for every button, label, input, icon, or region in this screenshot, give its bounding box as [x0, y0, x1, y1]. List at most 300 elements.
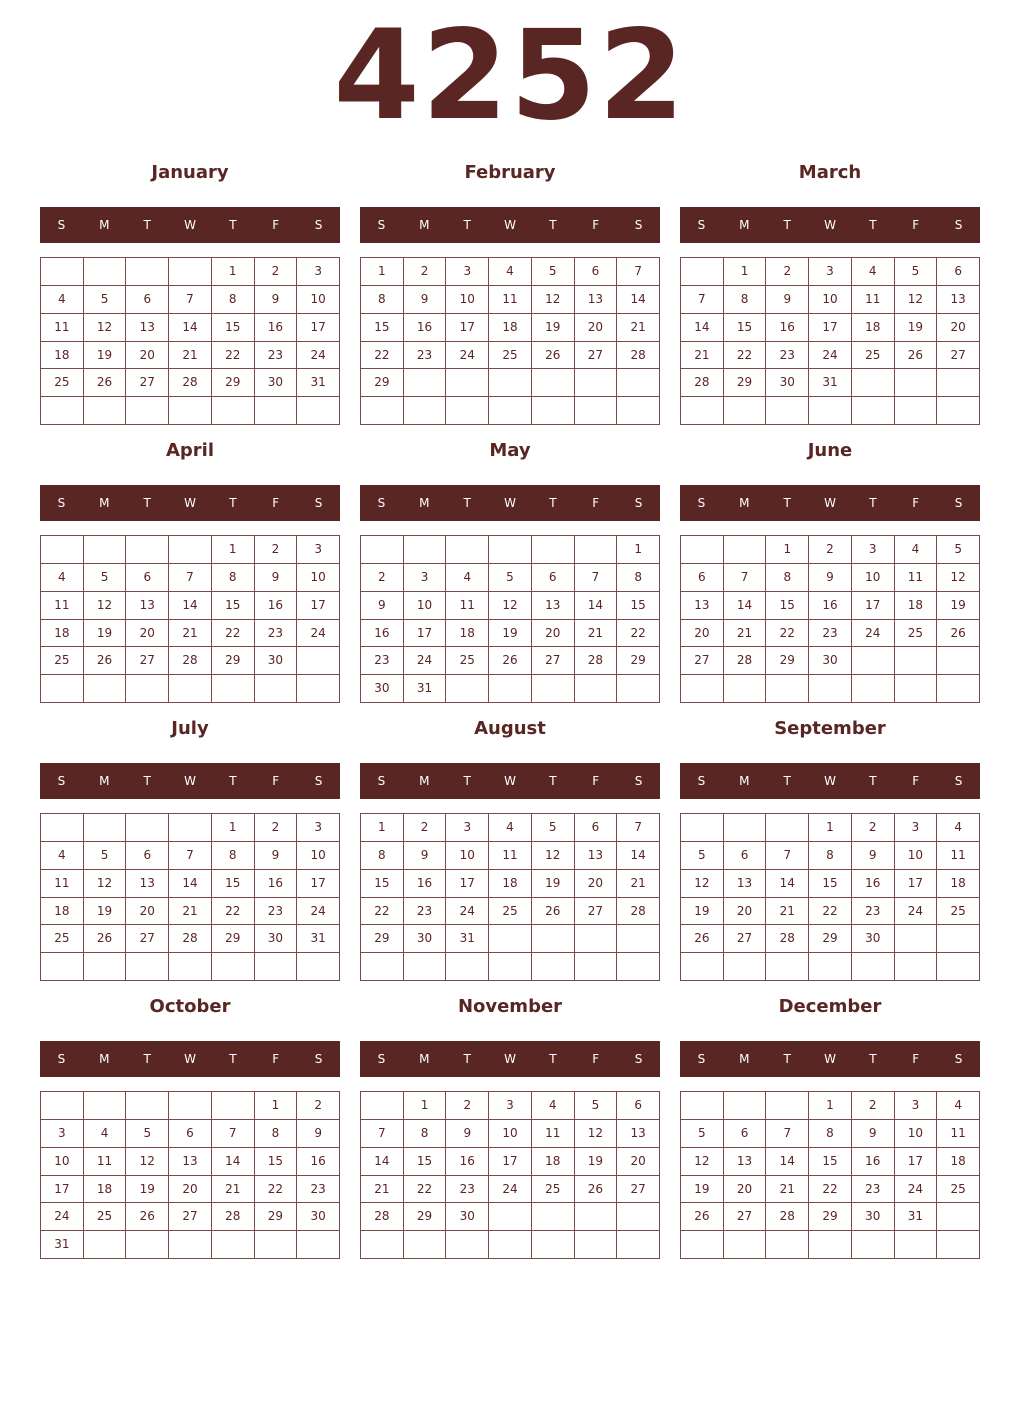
day-cell: 14 — [617, 842, 660, 870]
day-cell: 3 — [895, 814, 938, 842]
day-cell: 11 — [852, 286, 895, 314]
month-july — [40, 712, 340, 982]
day-cell: 4 — [895, 536, 938, 564]
empty-day-cell — [169, 1231, 212, 1259]
day-grid — [680, 813, 980, 981]
day-cell: 11 — [41, 870, 84, 898]
day-cell: 25 — [41, 369, 84, 397]
empty-day-cell — [297, 953, 340, 981]
day-grid — [360, 535, 660, 703]
day-cell: 24 — [852, 620, 895, 648]
day-cell: 28 — [169, 369, 212, 397]
day-cell: 1 — [724, 258, 767, 286]
day-cell: 19 — [84, 898, 127, 926]
empty-day-cell — [169, 258, 212, 286]
day-cell: 23 — [852, 1176, 895, 1204]
empty-day-cell — [532, 536, 575, 564]
day-cell: 19 — [895, 314, 938, 342]
year-title: 4252 — [333, 4, 687, 148]
day-cell: 17 — [895, 1148, 938, 1176]
empty-day-cell — [404, 536, 447, 564]
empty-day-cell — [489, 675, 532, 703]
day-cell: 19 — [575, 1148, 618, 1176]
empty-day-cell — [724, 675, 767, 703]
empty-day-cell — [404, 1231, 447, 1259]
day-cell: 7 — [169, 842, 212, 870]
day-cell: 3 — [489, 1092, 532, 1120]
day-cell: 26 — [84, 925, 127, 953]
day-cell: 22 — [809, 1176, 852, 1204]
weekday-label: S — [377, 218, 386, 232]
day-cell: 15 — [809, 1148, 852, 1176]
day-cell: 14 — [681, 314, 724, 342]
empty-day-cell — [852, 953, 895, 981]
month-name: October — [149, 996, 231, 1017]
weekday-label: T — [463, 218, 471, 232]
day-cell: 20 — [575, 870, 618, 898]
weekday-label: F — [272, 774, 280, 788]
weekday-label: T — [463, 774, 471, 788]
day-grid — [680, 1091, 980, 1259]
day-cell: 16 — [809, 592, 852, 620]
day-cell: 14 — [766, 1148, 809, 1176]
day-cell: 14 — [617, 286, 660, 314]
day-cell: 19 — [681, 1176, 724, 1204]
day-cell: 17 — [489, 1148, 532, 1176]
day-grid — [40, 257, 340, 425]
day-cell: 10 — [895, 842, 938, 870]
day-cell: 26 — [126, 1203, 169, 1231]
empty-day-cell — [126, 1231, 169, 1259]
day-cell: 15 — [212, 314, 255, 342]
day-cell: 27 — [126, 369, 169, 397]
day-cell: 13 — [681, 592, 724, 620]
day-cell: 20 — [617, 1148, 660, 1176]
day-cell: 25 — [852, 342, 895, 370]
day-cell: 26 — [532, 898, 575, 926]
empty-day-cell — [681, 258, 724, 286]
weekday-label: S — [57, 774, 66, 788]
empty-day-cell — [681, 1231, 724, 1259]
day-cell: 31 — [297, 925, 340, 953]
day-cell: 23 — [255, 898, 298, 926]
day-cell: 12 — [895, 286, 938, 314]
day-cell: 13 — [169, 1148, 212, 1176]
day-cell: 14 — [212, 1148, 255, 1176]
weekday-label: T — [549, 774, 557, 788]
month-name: March — [798, 162, 862, 183]
day-cell: 29 — [212, 369, 255, 397]
day-cell: 29 — [724, 369, 767, 397]
day-cell: 7 — [681, 286, 724, 314]
weekday-label: W — [824, 774, 836, 788]
weekday-label: F — [592, 218, 600, 232]
day-cell: 12 — [681, 1148, 724, 1176]
day-cell: 21 — [169, 620, 212, 648]
month-april — [40, 434, 340, 704]
weekday-label: S — [634, 218, 643, 232]
day-cell: 2 — [404, 258, 447, 286]
weekday-label: T — [869, 774, 877, 788]
day-cell: 20 — [126, 620, 169, 648]
day-cell: 13 — [575, 842, 618, 870]
day-cell: 7 — [766, 842, 809, 870]
day-cell: 28 — [212, 1203, 255, 1231]
day-cell: 9 — [255, 842, 298, 870]
weekday-label: M — [419, 1052, 430, 1066]
day-cell: 16 — [361, 620, 404, 648]
day-cell: 8 — [766, 564, 809, 592]
day-cell: 17 — [852, 592, 895, 620]
empty-day-cell — [724, 536, 767, 564]
month-name: April — [165, 440, 215, 461]
empty-day-cell — [895, 925, 938, 953]
day-cell: 26 — [532, 342, 575, 370]
day-cell: 28 — [681, 369, 724, 397]
empty-day-cell — [361, 536, 404, 564]
day-cell: 29 — [212, 647, 255, 675]
day-cell: 2 — [852, 1092, 895, 1120]
day-grid — [360, 813, 660, 981]
day-cell: 6 — [532, 564, 575, 592]
empty-day-cell — [489, 1203, 532, 1231]
day-cell: 4 — [532, 1092, 575, 1120]
day-cell: 7 — [575, 564, 618, 592]
empty-day-cell — [489, 925, 532, 953]
day-cell: 31 — [297, 369, 340, 397]
day-cell: 12 — [84, 314, 127, 342]
day-cell: 23 — [404, 342, 447, 370]
day-cell: 18 — [41, 898, 84, 926]
day-cell: 31 — [809, 369, 852, 397]
weekday-label: S — [314, 1052, 323, 1066]
day-cell: 24 — [41, 1203, 84, 1231]
day-cell: 5 — [532, 258, 575, 286]
day-cell: 15 — [212, 870, 255, 898]
day-cell: 2 — [255, 814, 298, 842]
day-cell: 1 — [212, 814, 255, 842]
empty-day-cell — [361, 397, 404, 425]
day-cell: 19 — [489, 620, 532, 648]
empty-day-cell — [895, 647, 938, 675]
empty-day-cell — [937, 647, 980, 675]
weekday-label: M — [99, 218, 110, 232]
weekday-label: W — [184, 496, 196, 510]
day-cell: 25 — [937, 898, 980, 926]
day-cell: 11 — [532, 1120, 575, 1148]
empty-day-cell — [126, 814, 169, 842]
weekday-label: S — [954, 496, 963, 510]
weekday-label: M — [739, 496, 750, 510]
day-cell: 14 — [766, 870, 809, 898]
day-cell: 1 — [361, 258, 404, 286]
day-cell: 13 — [126, 592, 169, 620]
weekday-label: S — [697, 774, 706, 788]
day-cell: 4 — [41, 842, 84, 870]
day-cell: 6 — [126, 564, 169, 592]
empty-day-cell — [617, 675, 660, 703]
empty-day-cell — [532, 925, 575, 953]
empty-day-cell — [724, 814, 767, 842]
day-cell: 23 — [255, 342, 298, 370]
day-cell: 30 — [255, 925, 298, 953]
day-cell: 29 — [766, 647, 809, 675]
day-cell: 24 — [404, 647, 447, 675]
empty-day-cell — [297, 675, 340, 703]
empty-day-cell — [84, 258, 127, 286]
day-cell: 24 — [446, 898, 489, 926]
weekday-header — [40, 1041, 340, 1077]
day-cell: 1 — [617, 536, 660, 564]
empty-day-cell — [852, 1231, 895, 1259]
day-cell: 23 — [255, 620, 298, 648]
weekday-label: F — [912, 774, 920, 788]
day-cell: 30 — [766, 369, 809, 397]
day-cell: 1 — [212, 258, 255, 286]
day-cell: 27 — [724, 1203, 767, 1231]
empty-day-cell — [126, 1092, 169, 1120]
day-cell: 11 — [489, 286, 532, 314]
day-cell: 1 — [361, 814, 404, 842]
day-cell: 9 — [852, 1120, 895, 1148]
day-cell: 19 — [84, 620, 127, 648]
weekday-label: M — [739, 1052, 750, 1066]
day-cell: 5 — [681, 1120, 724, 1148]
day-cell: 24 — [895, 898, 938, 926]
day-cell: 5 — [84, 842, 127, 870]
empty-day-cell — [681, 814, 724, 842]
month-name: January — [151, 162, 229, 183]
day-cell: 4 — [41, 564, 84, 592]
empty-day-cell — [212, 953, 255, 981]
weekday-label: S — [634, 774, 643, 788]
month-january — [40, 156, 340, 426]
empty-day-cell — [617, 925, 660, 953]
day-cell: 18 — [895, 592, 938, 620]
day-cell: 28 — [169, 647, 212, 675]
empty-day-cell — [766, 1231, 809, 1259]
day-cell: 17 — [446, 870, 489, 898]
empty-day-cell — [617, 369, 660, 397]
day-cell: 3 — [809, 258, 852, 286]
day-cell: 8 — [361, 842, 404, 870]
day-cell: 14 — [361, 1148, 404, 1176]
empty-day-cell — [361, 1231, 404, 1259]
day-cell: 10 — [297, 564, 340, 592]
day-cell: 27 — [937, 342, 980, 370]
weekday-label: T — [549, 218, 557, 232]
empty-day-cell — [297, 647, 340, 675]
day-cell: 9 — [404, 286, 447, 314]
day-cell: 5 — [532, 814, 575, 842]
day-grid — [680, 535, 980, 703]
empty-day-cell — [404, 369, 447, 397]
weekday-label: T — [783, 496, 791, 510]
day-cell: 28 — [766, 1203, 809, 1231]
day-cell: 13 — [126, 314, 169, 342]
months-grid — [40, 156, 980, 1260]
weekday-label: M — [419, 774, 430, 788]
day-cell: 27 — [126, 925, 169, 953]
empty-day-cell — [169, 536, 212, 564]
empty-day-cell — [84, 814, 127, 842]
day-cell: 26 — [681, 925, 724, 953]
weekday-label: F — [912, 496, 920, 510]
day-cell: 22 — [212, 898, 255, 926]
day-cell: 5 — [84, 286, 127, 314]
day-cell: 14 — [169, 870, 212, 898]
day-cell: 16 — [255, 314, 298, 342]
day-cell: 9 — [404, 842, 447, 870]
empty-day-cell — [404, 953, 447, 981]
empty-day-cell — [681, 1092, 724, 1120]
weekday-header — [40, 763, 340, 799]
weekday-label: T — [229, 774, 237, 788]
empty-day-cell — [84, 536, 127, 564]
day-cell: 9 — [446, 1120, 489, 1148]
day-cell: 18 — [446, 620, 489, 648]
day-cell: 28 — [724, 647, 767, 675]
empty-day-cell — [126, 536, 169, 564]
day-cell: 3 — [895, 1092, 938, 1120]
day-cell: 24 — [297, 898, 340, 926]
empty-day-cell — [766, 1092, 809, 1120]
day-cell: 6 — [575, 258, 618, 286]
empty-day-cell — [126, 258, 169, 286]
empty-day-cell — [212, 1231, 255, 1259]
day-cell: 16 — [852, 870, 895, 898]
day-cell: 29 — [361, 925, 404, 953]
day-cell: 10 — [895, 1120, 938, 1148]
day-cell: 25 — [446, 647, 489, 675]
day-cell: 22 — [361, 898, 404, 926]
day-cell: 27 — [724, 925, 767, 953]
day-cell: 10 — [446, 842, 489, 870]
day-cell: 25 — [937, 1176, 980, 1204]
empty-day-cell — [681, 675, 724, 703]
empty-day-cell — [895, 1231, 938, 1259]
day-cell: 10 — [297, 286, 340, 314]
empty-day-cell — [41, 953, 84, 981]
empty-day-cell — [575, 925, 618, 953]
day-cell: 23 — [297, 1176, 340, 1204]
day-cell: 12 — [532, 286, 575, 314]
day-cell: 4 — [489, 814, 532, 842]
day-cell: 8 — [255, 1120, 298, 1148]
day-cell: 25 — [489, 898, 532, 926]
empty-day-cell — [41, 1092, 84, 1120]
empty-day-cell — [126, 675, 169, 703]
empty-day-cell — [169, 397, 212, 425]
day-cell: 20 — [532, 620, 575, 648]
day-cell: 27 — [575, 342, 618, 370]
weekday-label: W — [504, 496, 516, 510]
empty-day-cell — [852, 675, 895, 703]
day-cell: 8 — [809, 1120, 852, 1148]
day-cell: 9 — [297, 1120, 340, 1148]
day-cell: 13 — [937, 286, 980, 314]
day-cell: 17 — [297, 870, 340, 898]
day-cell: 2 — [404, 814, 447, 842]
empty-day-cell — [212, 1092, 255, 1120]
day-cell: 22 — [809, 898, 852, 926]
day-cell: 30 — [852, 1203, 895, 1231]
day-cell: 2 — [446, 1092, 489, 1120]
day-cell: 1 — [404, 1092, 447, 1120]
empty-day-cell — [617, 953, 660, 981]
empty-day-cell — [446, 397, 489, 425]
empty-day-cell — [895, 953, 938, 981]
day-cell: 25 — [41, 647, 84, 675]
weekday-header — [680, 485, 980, 521]
day-cell: 2 — [255, 536, 298, 564]
month-name: May — [489, 440, 531, 461]
day-cell: 9 — [766, 286, 809, 314]
day-cell: 19 — [84, 342, 127, 370]
empty-day-cell — [41, 814, 84, 842]
day-cell: 10 — [809, 286, 852, 314]
weekday-header — [360, 485, 660, 521]
day-cell: 10 — [446, 286, 489, 314]
day-cell: 16 — [255, 870, 298, 898]
empty-day-cell — [937, 1231, 980, 1259]
day-cell: 14 — [575, 592, 618, 620]
day-cell: 13 — [617, 1120, 660, 1148]
empty-day-cell — [41, 675, 84, 703]
weekday-label: F — [592, 1052, 600, 1066]
day-cell: 12 — [489, 592, 532, 620]
day-cell: 19 — [532, 314, 575, 342]
empty-day-cell — [809, 1231, 852, 1259]
empty-day-cell — [489, 536, 532, 564]
empty-day-cell — [937, 369, 980, 397]
day-cell: 23 — [404, 898, 447, 926]
empty-day-cell — [169, 675, 212, 703]
day-cell: 2 — [255, 258, 298, 286]
day-cell: 6 — [169, 1120, 212, 1148]
day-cell: 8 — [404, 1120, 447, 1148]
weekday-label: T — [869, 218, 877, 232]
day-cell: 5 — [937, 536, 980, 564]
day-cell: 1 — [809, 814, 852, 842]
weekday-label: T — [143, 496, 151, 510]
day-cell: 12 — [937, 564, 980, 592]
day-cell: 18 — [41, 342, 84, 370]
day-cell: 6 — [724, 842, 767, 870]
weekday-header — [40, 207, 340, 243]
empty-day-cell — [446, 369, 489, 397]
day-cell: 13 — [724, 1148, 767, 1176]
day-cell: 30 — [255, 369, 298, 397]
empty-day-cell — [852, 647, 895, 675]
weekday-label: T — [783, 1052, 791, 1066]
weekday-header — [680, 1041, 980, 1077]
empty-day-cell — [575, 953, 618, 981]
day-cell: 30 — [361, 675, 404, 703]
month-name: February — [464, 162, 556, 183]
day-cell: 23 — [446, 1176, 489, 1204]
weekday-label: F — [912, 1052, 920, 1066]
day-cell: 28 — [575, 647, 618, 675]
day-cell: 12 — [532, 842, 575, 870]
day-cell: 26 — [895, 342, 938, 370]
day-cell: 22 — [212, 342, 255, 370]
empty-day-cell — [446, 1231, 489, 1259]
empty-day-cell — [361, 1092, 404, 1120]
day-cell: 25 — [84, 1203, 127, 1231]
day-cell: 4 — [852, 258, 895, 286]
empty-day-cell — [937, 1203, 980, 1231]
